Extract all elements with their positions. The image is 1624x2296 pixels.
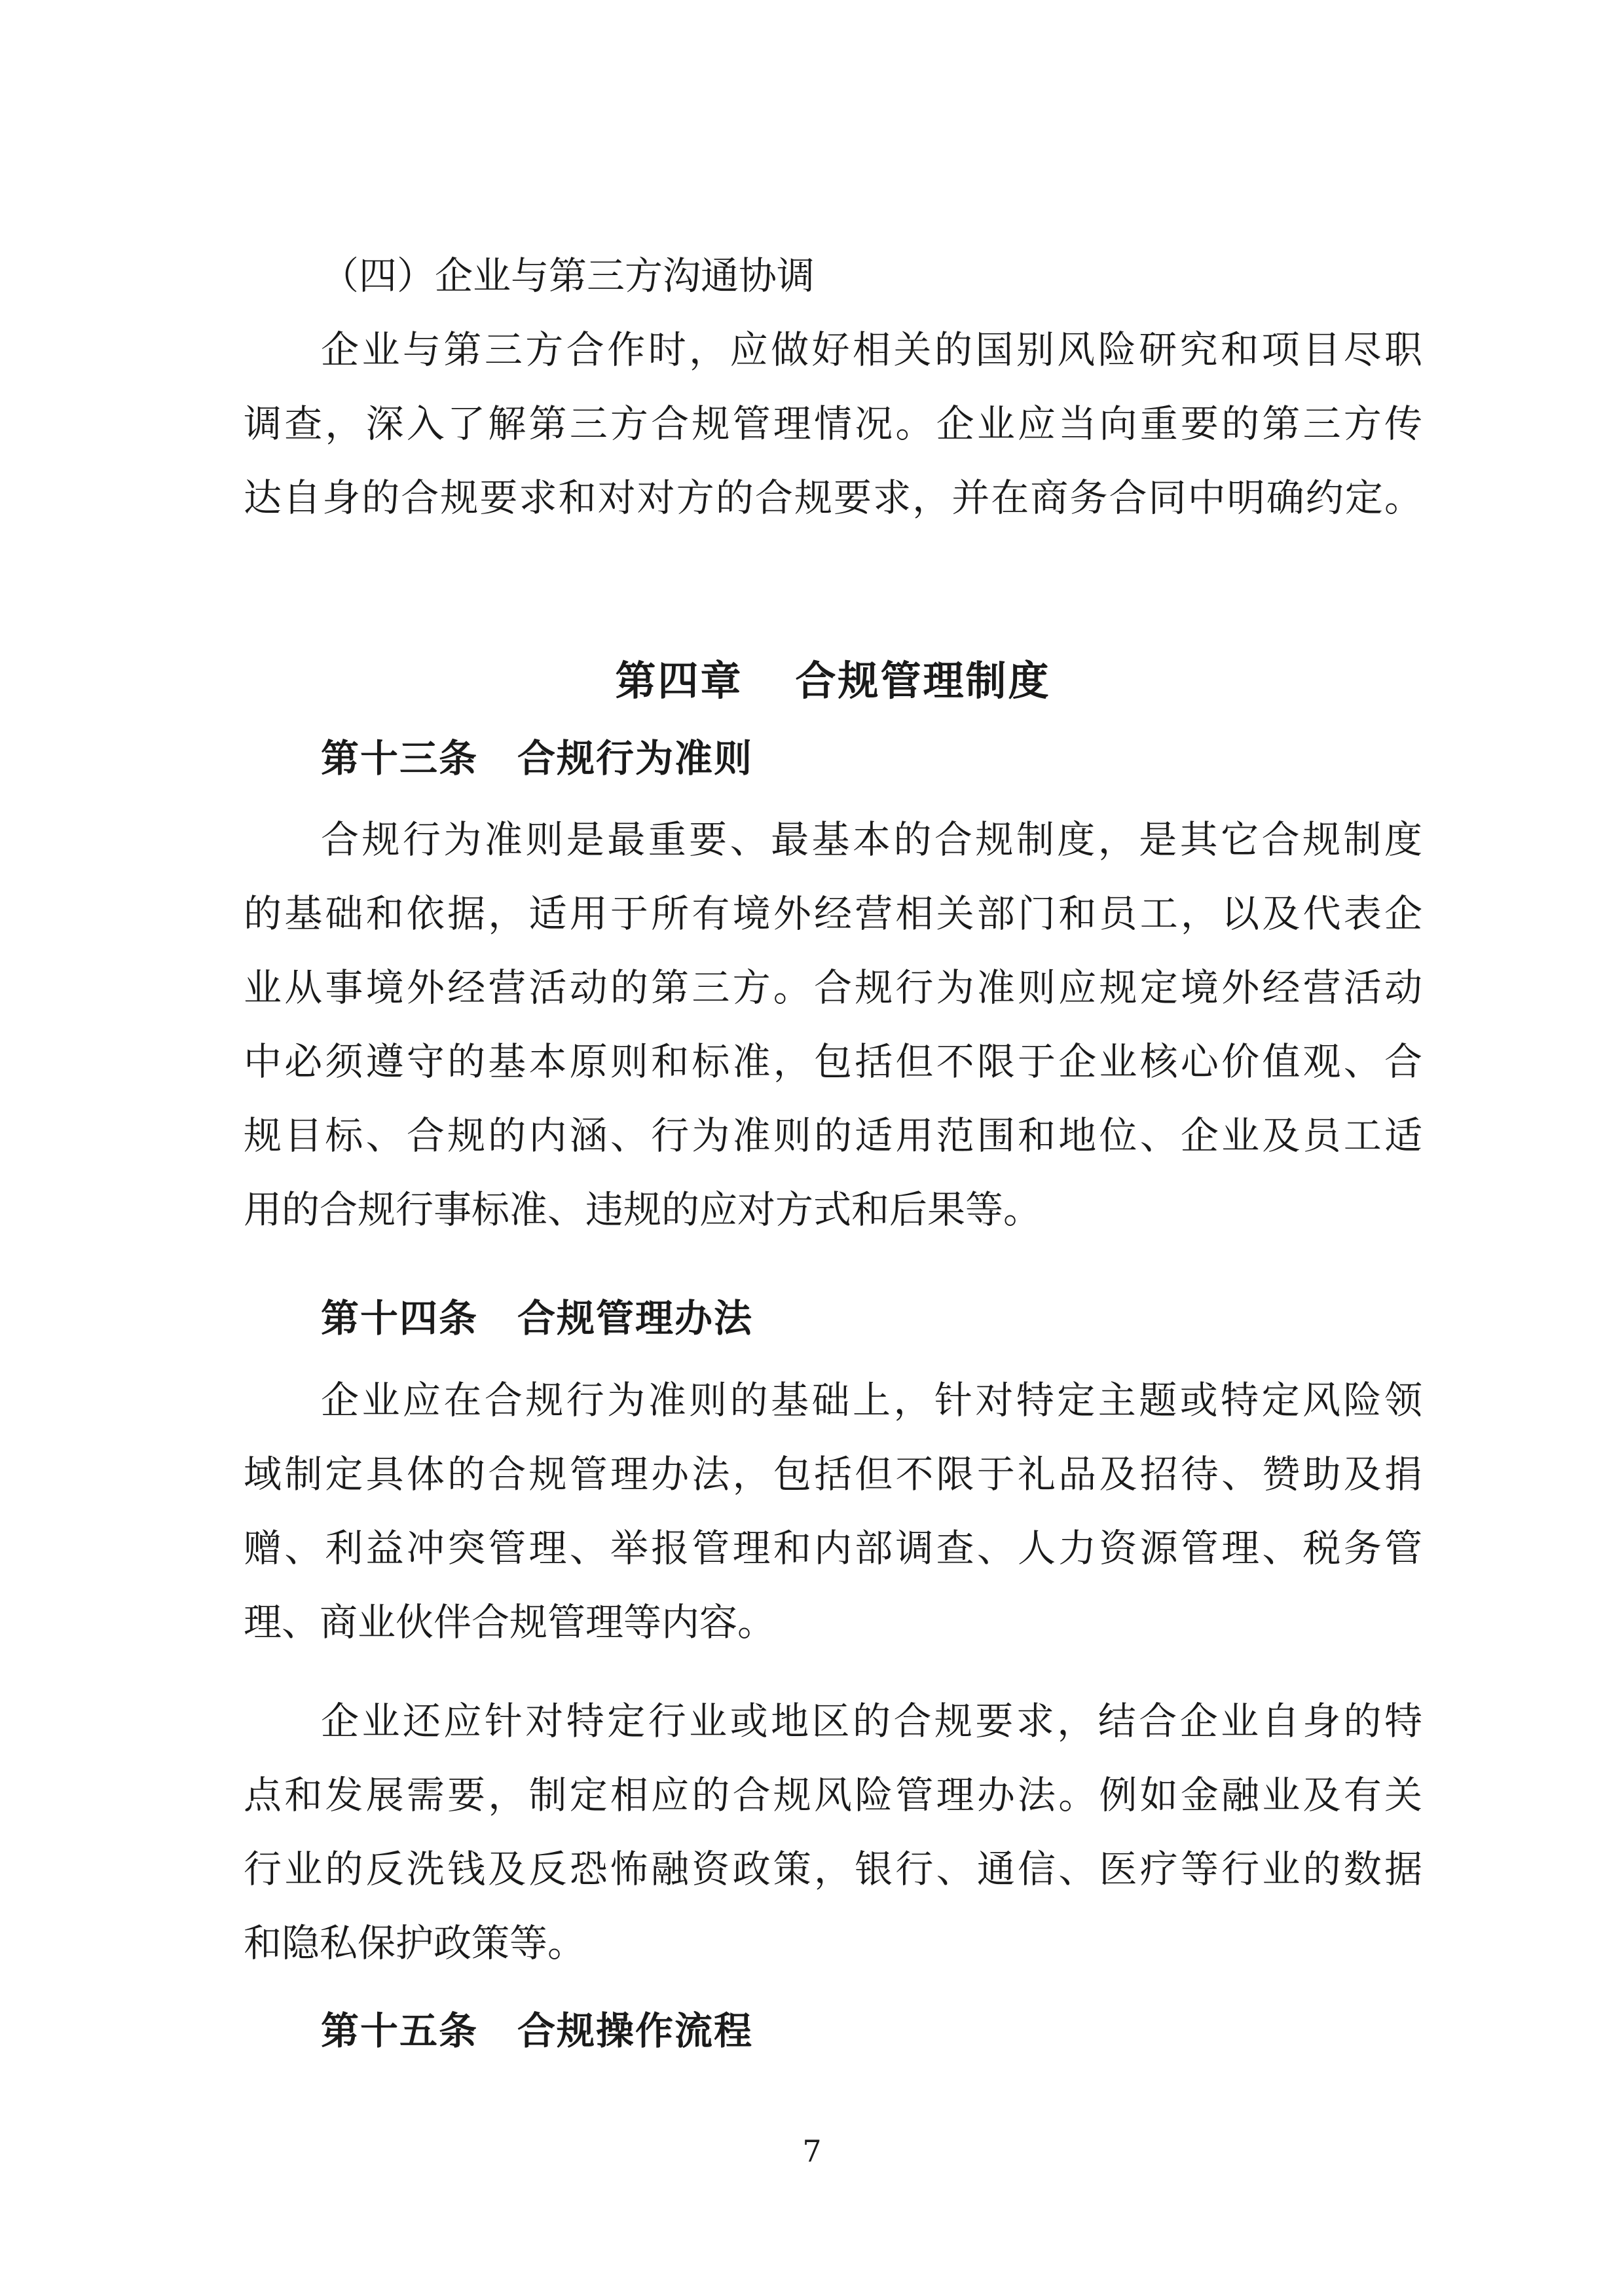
paragraph-line: 调查，深入了解第三方合规管理情况。企业应当向重要的第三方传 (244, 401, 1422, 446)
article-15-heading (321, 1994, 753, 2068)
article-number: 第十五条 (321, 2009, 479, 2053)
chapter-title: 合规管理制度 (795, 657, 1051, 705)
article-title: 合规操作流程 (517, 2009, 754, 2053)
paragraph-line: 合规行为准则是最重要、最基本的合规制度，是其它合规制度 (321, 817, 1422, 862)
paragraph-line: 域制定具体的合规管理办法，包括但不限于礼品及招待、赞助及捐 (244, 1452, 1422, 1496)
paragraph-line: 点和发展需要，制定相应的合规风险管理办法。例如金融业及有关 (244, 1773, 1422, 1817)
paragraph-line: 和隐私保护政策等。 (244, 1921, 586, 1965)
article-13-heading (321, 722, 753, 796)
article-13-body (244, 803, 1422, 1247)
paragraph-line: 行业的反洗钱及反恐怖融资政策，银行、通信、医疗等行业的数据 (244, 1847, 1422, 1891)
section-iv-heading: （四）企业与第三方沟通协调 (321, 253, 815, 298)
chapter-number: 第四章 (615, 657, 743, 705)
paragraph-line: 理、商业伙伴合规管理等内容。 (244, 1600, 776, 1644)
paragraph-line: 规目标、合规的内涵、行为准则的适用范围和地位、企业及员工适 (244, 1113, 1422, 1158)
paragraph-line: 的基础和依据，适用于所有境外经营相关部门和员工，以及代表企 (244, 891, 1422, 936)
article-number: 第十四条 (321, 1296, 479, 1341)
paragraph-line: 企业与第三方合作时，应做好相关的国别风险研究和项目尽职 (321, 327, 1422, 372)
section-iv (244, 239, 1422, 535)
paragraph-line: 企业应在合规行为准则的基础上，针对特定主题或特定风险领 (321, 1378, 1422, 1422)
chapter-heading (244, 645, 1422, 717)
article-number: 第十三条 (321, 736, 479, 781)
paragraph-line: 赠、利益冲突管理、举报管理和内部调查、人力资源管理、税务管 (244, 1526, 1422, 1570)
paragraph-line: 企业还应针对特定行业或地区的合规要求，结合企业自身的特 (321, 1699, 1422, 1743)
article-title: 合规管理办法 (517, 1296, 754, 1341)
paragraph-line: 中必须遵守的基本原则和标准，包括但不限于企业核心价值观、合 (244, 1039, 1422, 1084)
paragraph-line: 业从事境外经营活动的第三方。合规行为准则应规定境外经营活动 (244, 965, 1422, 1010)
paragraph-line: 用的合规行事标准、违规的应对方式和后果等。 (244, 1187, 1042, 1232)
article-14-heading (321, 1282, 753, 1356)
article-14-paragraph-2 (244, 1684, 1422, 1980)
page-number: 7 (802, 2134, 822, 2169)
article-title: 合规行为准则 (517, 736, 754, 781)
article-14-paragraph-1 (244, 1363, 1422, 1659)
paragraph-line: 达自身的合规要求和对对方的合规要求，并在商务合同中明确约定。 (244, 475, 1422, 520)
